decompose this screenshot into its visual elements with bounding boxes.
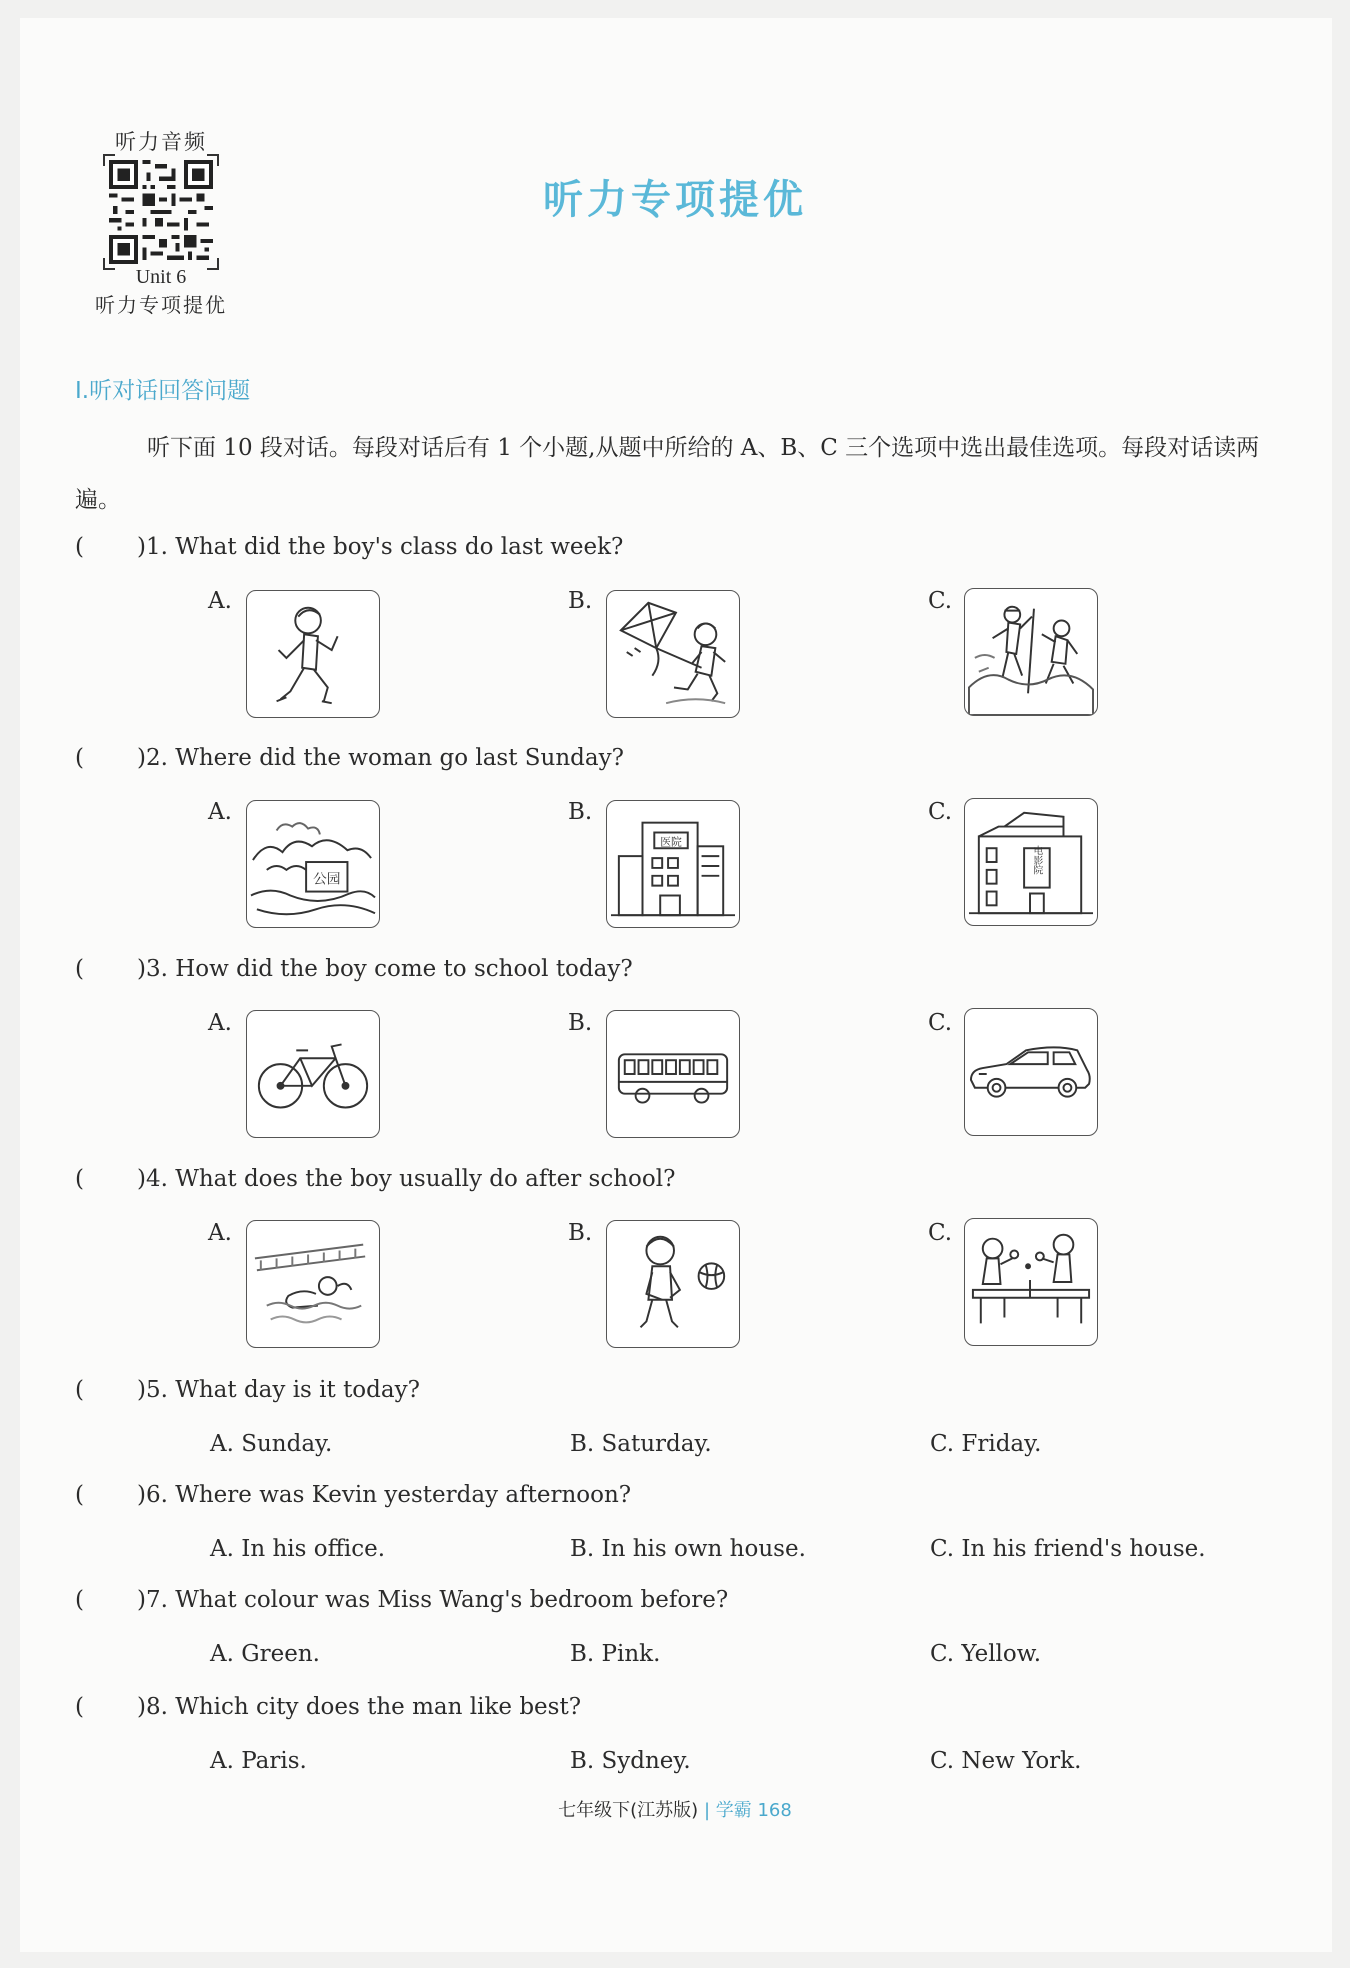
- question-text: )8. Which city does the man like best?: [137, 1694, 582, 1720]
- answer-blank[interactable]: (: [75, 956, 84, 982]
- question-text: )5. What day is it today?: [137, 1377, 420, 1403]
- page-number: 168: [757, 1800, 792, 1821]
- instruction-text: 听下面 10 段对话。每段对话后有 1 个小题,从题中所给的 A、B、C 三个选项中选出最佳选项。每段对话读两遍。: [75, 435, 1260, 513]
- option-label[interactable]: A.: [208, 588, 232, 614]
- option-b[interactable]: B. Sydney.: [570, 1748, 691, 1774]
- park-image[interactable]: [246, 800, 380, 928]
- option-label[interactable]: A.: [208, 799, 232, 825]
- section-title: Ⅰ.听对话回答问题: [75, 378, 251, 404]
- answer-blank[interactable]: (: [75, 1166, 84, 1192]
- option-label[interactable]: A.: [208, 1010, 232, 1036]
- answer-blank[interactable]: (: [75, 1587, 84, 1613]
- option-b[interactable]: B. Pink.: [570, 1641, 661, 1667]
- footer-brand: 学霸: [715, 1800, 752, 1821]
- question-3: [75, 956, 633, 982]
- climbing-people-image[interactable]: [964, 588, 1098, 716]
- option-a[interactable]: A. In his office.: [210, 1536, 386, 1562]
- option-c[interactable]: C. Friday.: [930, 1431, 1042, 1457]
- cinema-image[interactable]: [964, 798, 1098, 926]
- park-sign-text: 公园: [313, 871, 341, 888]
- footer-grade: 七年级下(江苏版): [558, 1800, 699, 1821]
- option-a[interactable]: A. Green.: [210, 1641, 320, 1667]
- option-label[interactable]: C.: [928, 1010, 953, 1036]
- option-label[interactable]: C.: [928, 1220, 953, 1246]
- question-8: [75, 1694, 581, 1720]
- qr-unit: Unit 6: [135, 266, 187, 288]
- cinema-sign-text: 电影院: [1031, 845, 1043, 875]
- footer-separator: |: [703, 1800, 711, 1821]
- hospital-sign-text: 医院: [660, 835, 682, 849]
- option-label[interactable]: B.: [568, 1010, 593, 1036]
- option-c[interactable]: C. New York.: [930, 1748, 1082, 1774]
- bike-image[interactable]: [246, 1010, 380, 1138]
- question-text: )6. Where was Kevin yesterday afternoon?: [137, 1482, 632, 1508]
- table-tennis-image[interactable]: [964, 1218, 1098, 1346]
- answer-blank[interactable]: (: [75, 1694, 84, 1720]
- question-text: )3. How did the boy come to school today?: [137, 956, 633, 982]
- option-label[interactable]: B.: [568, 1220, 593, 1246]
- car-image[interactable]: [964, 1008, 1098, 1136]
- question-1: [75, 534, 623, 560]
- answer-blank[interactable]: (: [75, 534, 84, 560]
- question-4: [75, 1166, 675, 1192]
- option-label[interactable]: C.: [928, 588, 953, 614]
- page-title: 听力专项提优: [543, 176, 807, 223]
- answer-blank[interactable]: (: [75, 745, 84, 771]
- option-c[interactable]: C. In his friend's house.: [930, 1536, 1206, 1562]
- question-text: )2. Where did the woman go last Sunday?: [137, 745, 624, 771]
- option-label[interactable]: A.: [208, 1220, 232, 1246]
- hospital-image[interactable]: [606, 800, 740, 928]
- swimming-image[interactable]: [246, 1220, 380, 1348]
- question-2: [75, 745, 624, 771]
- option-label[interactable]: C.: [928, 799, 953, 825]
- option-b[interactable]: B. In his own house.: [570, 1536, 806, 1562]
- bus-image[interactable]: [606, 1010, 740, 1138]
- question-6: [75, 1482, 631, 1508]
- question-text: )1. What did the boy's class do last week?: [137, 534, 624, 560]
- answer-blank[interactable]: (: [75, 1482, 84, 1508]
- question-7: [75, 1587, 728, 1613]
- question-5: [75, 1377, 420, 1403]
- qr-title: 听力音频: [115, 130, 207, 154]
- question-text: )7. What colour was Miss Wang's bedroom before?: [137, 1587, 729, 1613]
- option-c[interactable]: C. Yellow.: [930, 1641, 1042, 1667]
- kite-boy-image[interactable]: [606, 590, 740, 718]
- option-a[interactable]: A. Paris.: [210, 1748, 307, 1774]
- question-text: )4. What does the boy usually do after school?: [137, 1166, 676, 1192]
- option-a[interactable]: A. Sunday.: [210, 1431, 333, 1457]
- option-b[interactable]: B. Saturday.: [570, 1431, 712, 1457]
- running-boy-image[interactable]: [246, 590, 380, 718]
- qr-subtitle: 听力专项提优: [95, 293, 227, 317]
- option-label[interactable]: B.: [568, 588, 593, 614]
- option-label[interactable]: B.: [568, 799, 593, 825]
- page-footer: [0, 1796, 1350, 1822]
- volleyball-image[interactable]: [606, 1220, 740, 1348]
- answer-blank[interactable]: (: [75, 1377, 84, 1403]
